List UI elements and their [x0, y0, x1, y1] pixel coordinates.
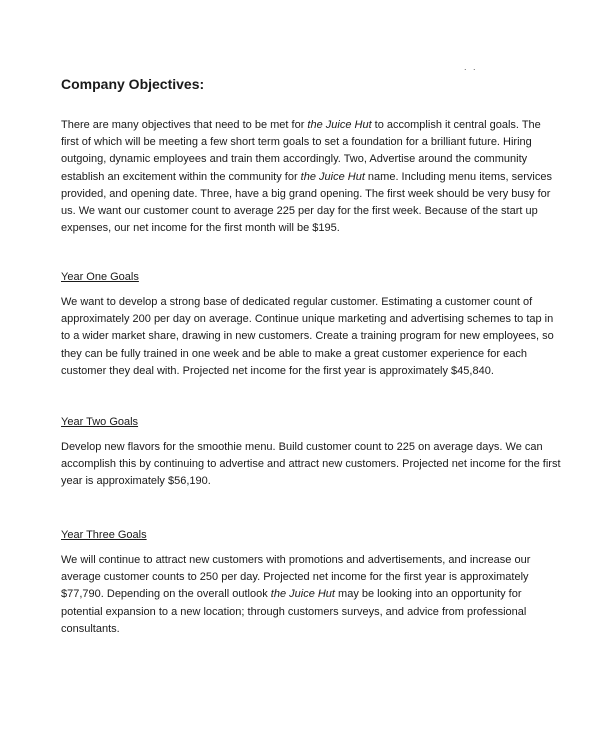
- intro-company-name-1: the Juice Hut: [307, 119, 372, 131]
- intro-company-name-2: the Juice Hut: [300, 170, 365, 183]
- year-one-heading: Year One Goals: [61, 271, 139, 283]
- intro-paragraph: [61, 117, 561, 237]
- year-two-heading: Year Two Goals: [61, 416, 139, 428]
- year-three-paragraph: [61, 552, 561, 638]
- intro-text-1: There are many objectives that need to be met for: [61, 119, 308, 131]
- year-one-paragraph: We want to develop a strong base of dedicated regular customer. Estimating a customer count of approximately 200 per day on average. Continue unique marketing and advertising schemes to tap in to a wider market share, drawing in new customers. Create a training program for new employees, so they can be fully trained in one week and be able to make a great customer experience for each customer they deal with. Projected net income for the first year is approximately $45,840.: [61, 296, 554, 377]
- page-mark: . .: [464, 62, 478, 72]
- year-three-text-1: We will continue to attract new customers with promotions and advertisements, and increase our average customer counts to 250 per day. Projected net income for the first year is approximately $77,790. Depending on the overall outlook: [61, 554, 531, 601]
- year-three-text-2: may be looking into an opportunity for potential expansion to a new location; through customers surveys, and advice from professional consultants.: [61, 588, 527, 635]
- intro-text-3: name. Including menu items, services provided, and opening date. Three, have a big grand opening. The first week should be very busy for us. We want our customer count to average 225 per day for the first week. Because of the start up expenses, our net income for the first month will be $195.: [61, 170, 552, 235]
- page-title: Company Objectives:: [61, 76, 205, 92]
- year-three-heading: Year Three Goals: [61, 529, 147, 541]
- intro-text-2: to accomplish it central goals. The first of which will be meeting a few short term goals to set a foundation for a brilliant future. Hiring outgoing, dynamic employees and train them accordingly. Two, Advertise around the community establish an excitement within the community for: [61, 119, 541, 183]
- year-three-company-name: the Juice Hut: [270, 588, 335, 601]
- year-two-paragraph: Develop new flavors for the smoothie menu. Build customer count to 225 on average days. We can accomplish this by continuing to advertise and attract new customers. Projected net income for the first year is approximately $56,190.: [61, 441, 561, 488]
